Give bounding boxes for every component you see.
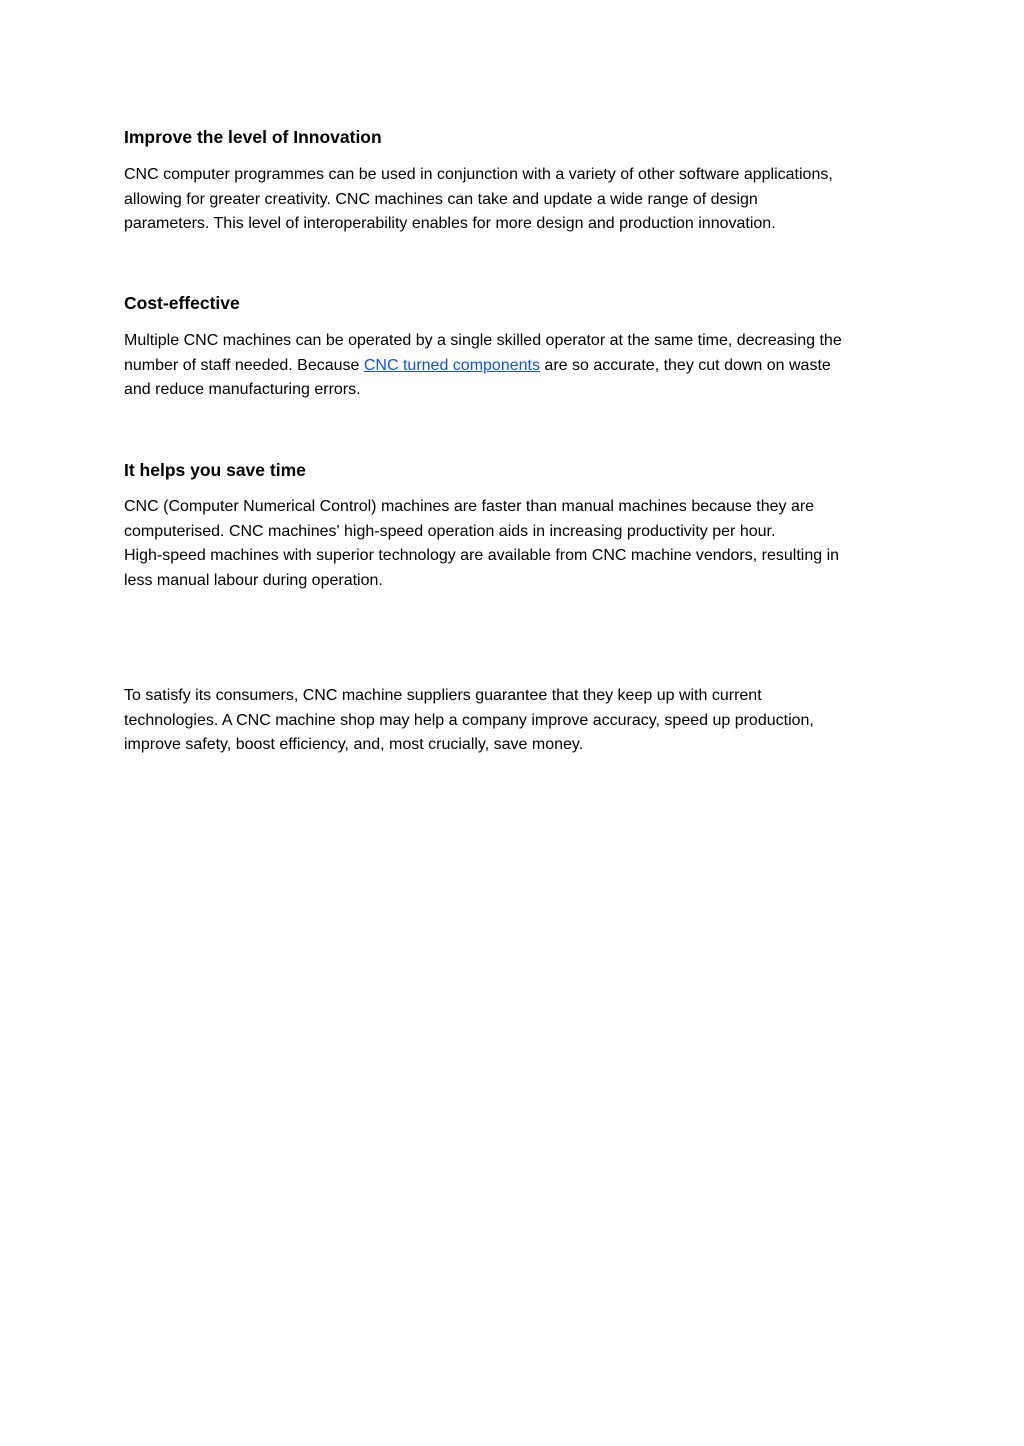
paragraph-line: High-speed machines with superior technology are available from CNC machine vendors, resulting in <box>124 547 840 564</box>
paragraph-line <box>124 354 842 379</box>
paragraph-text: number of staff needed. Because <box>124 356 364 374</box>
paragraph-line: allowing for greater creativity. CNC machines can take and update a wide range of design <box>124 190 758 208</box>
cnc-turned-components-link[interactable]: CNC turned components <box>363 356 540 374</box>
section-heading-innovation: Improve the level of Innovation <box>124 127 382 147</box>
paragraph-line: To satisfy its consumers, CNC machine suppliers guarantee that they keep up with current <box>124 687 762 704</box>
section-paragraph-innovation <box>124 163 833 237</box>
section-paragraph-save-time <box>124 495 839 593</box>
paragraph-line: computerised. CNC machines' high-speed operation aids in increasing productivity per hour. <box>124 522 776 540</box>
paragraph-text: are so accurate, they cut down on waste <box>539 356 831 374</box>
section-heading-cost-effective: Cost-effective <box>124 293 240 313</box>
paragraph-line: CNC (Computer Numerical Control) machines are faster than manual machines because they are <box>124 498 815 515</box>
paragraph-line: CNC computer programmes can be used in conjunction with a variety of other software applications, <box>124 166 833 183</box>
section-paragraph-cost-effective <box>124 329 842 403</box>
paragraph-line: parameters. This level of interoperability enables for more design and production innovation. <box>124 215 776 232</box>
paragraph-line: less manual labour during operation. <box>124 571 383 589</box>
paragraph-line: technologies. A CNC machine shop may help a company improve accuracy, speed up production, <box>124 711 814 729</box>
closing-paragraph <box>124 684 814 758</box>
paragraph-line: Multiple CNC machines can be operated by a single skilled operator at the same time, decreasing the <box>124 332 842 349</box>
section-heading-save-time: It helps you save time <box>124 460 306 480</box>
paragraph-line: and reduce manufacturing errors. <box>124 381 361 398</box>
paragraph-line: improve safety, boost efficiency, and, most crucially, save money. <box>124 736 584 753</box>
